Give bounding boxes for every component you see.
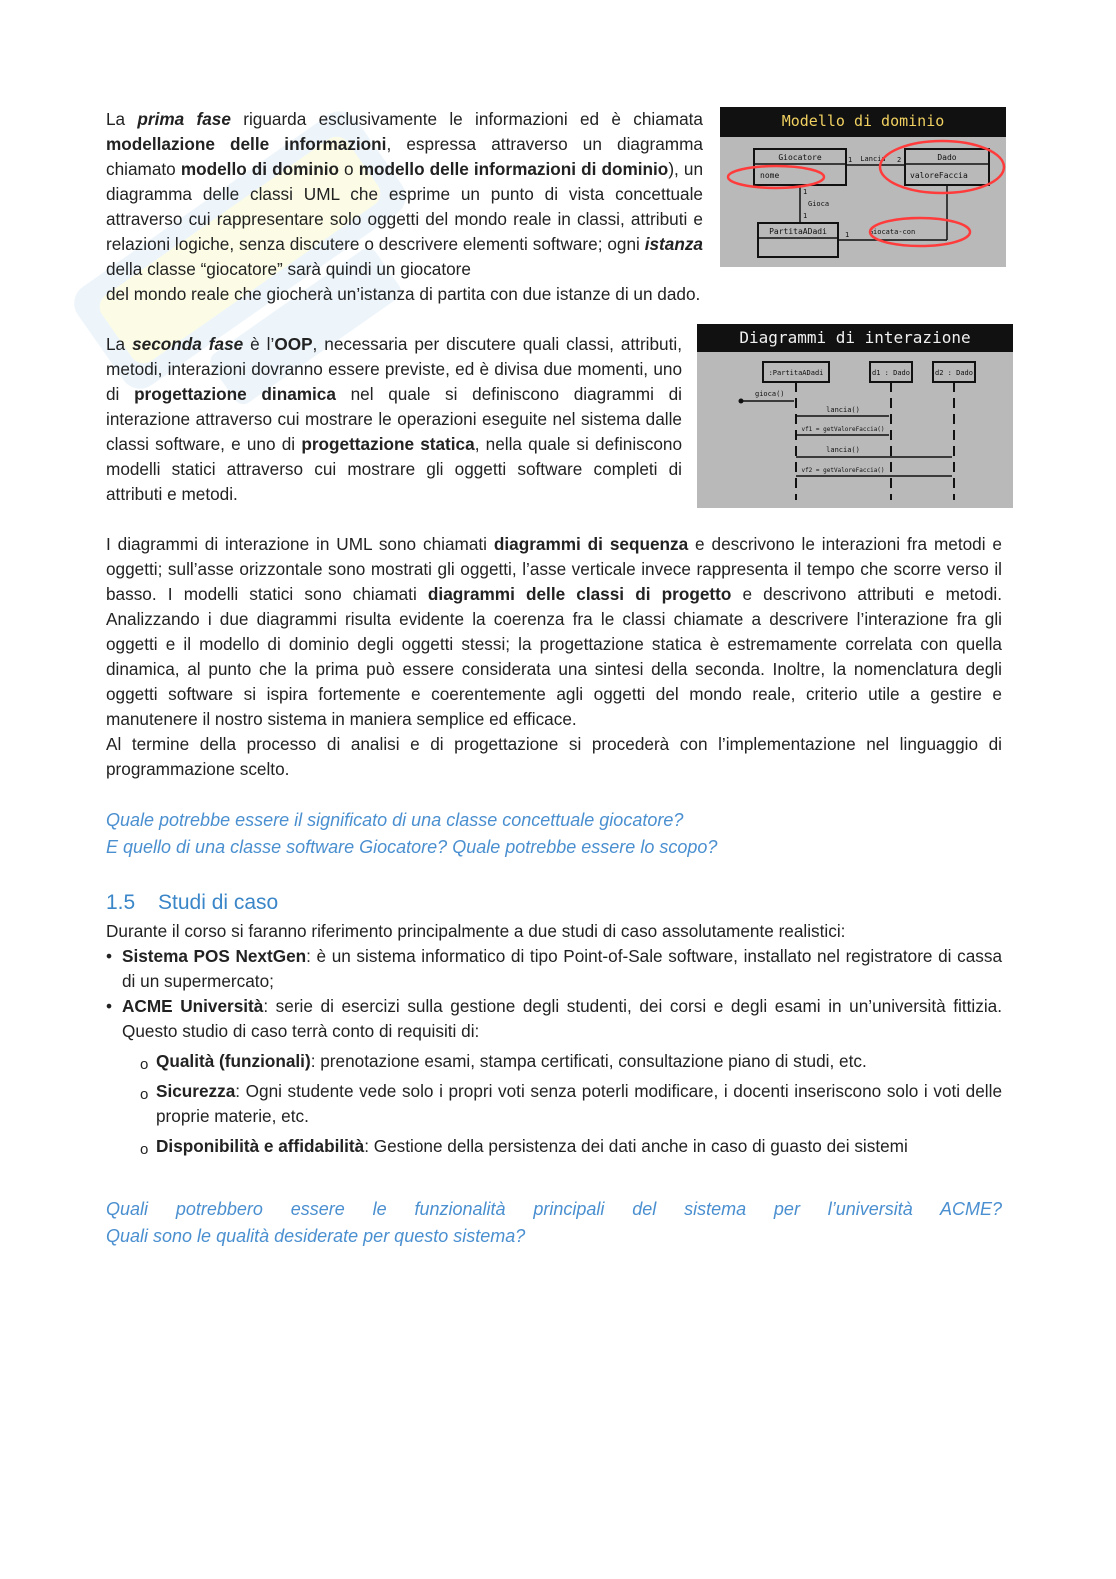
fig2-msg-lancia-1: lancia() xyxy=(826,406,860,414)
requirements-list xyxy=(106,1049,1002,1159)
fig1-rel-giocata-con: Giocata-con xyxy=(868,228,916,236)
fig1-rel-gioca: Gioca xyxy=(808,200,830,208)
list-item: o Sicurezza: Ogni studente vede solo i propri voti senza poterli modificare, i docenti inseriscono solo i voti delle proprie materie, etc. xyxy=(140,1081,1002,1126)
fig1-mult-4: 1 xyxy=(803,212,808,220)
question-block-2 xyxy=(106,1196,1002,1250)
fig1-mult-5: 1 xyxy=(845,231,850,239)
fig1-mult-2: 2 xyxy=(897,156,902,164)
fig2-msg-getvalore-1: vf1 = getValoreFaccia() xyxy=(801,426,885,433)
fig1-attr-nome: nome xyxy=(760,171,780,180)
section-body xyxy=(106,919,1002,1164)
fig1-attr-valorefaccia: valoreFaccia xyxy=(910,171,968,180)
paragraph-seconda-fase: La seconda fase è l’OOP, necessaria per discutere quali classi, attributi, metodi, interazioni dovranno essere previste, ed è divisa due momenti, uno di progettazione dinamica nel quale si definiscono diagrammi di interazione attraverso cui mostrare le operazioni eseguite nel sistema dalle classi software, e uno di progettazione statica, nella quale si definiscono modelli statici attraverso cui mostrare gli oggetti software completi di attributi e metodi. xyxy=(106,334,683,504)
fig1-rel-lancia: Lancia xyxy=(860,155,886,163)
fig2-title: Diagrammi di interazione xyxy=(739,328,971,347)
fig1-title: Modello di dominio xyxy=(781,112,945,130)
paragraph-prima-fase-end: del mondo reale che giocherà un’istanza di partita con due istanze di un dado. xyxy=(106,284,701,304)
fig2-msg-gioca: gioca() xyxy=(755,390,785,398)
domain-model-figure xyxy=(720,107,1006,267)
fig2-msg-getvalore-2: vf2 = getValoreFaccia() xyxy=(801,467,885,474)
list-item: • ACME Università: serie di esercizi sulla gestione degli studenti, dei corsi e degli esami in un’università fittizia. Questo studio di caso terrà conto di requisiti di: xyxy=(106,996,1002,1041)
question-block-1 xyxy=(106,807,1002,861)
list-item: o Disponibilità e affidabilità: Gestione della persistenza dei dati anche in caso di guasto dei sistemi xyxy=(140,1136,908,1158)
section-intro: Durante il corso si faranno riferimento principalmente a due studi di caso assolutamente realistici: xyxy=(106,921,846,941)
fig1-mult-3: 1 xyxy=(803,188,808,196)
list-item: • Sistema POS NextGen: è un sistema informatico di tipo Point-of-Sale software, installato nel registratore di cassa di un supermercato; xyxy=(106,946,1002,991)
fig1-class-giocatore: Giocatore xyxy=(778,153,822,162)
section-title: Studi di caso xyxy=(158,891,279,914)
case-study-list xyxy=(106,944,1002,1044)
fig1-class-partita: PartitaADadi xyxy=(769,227,827,236)
paragraph-diagrammi: I diagrammi di interazione in UML sono chiamati diagrammi di sequenza e descrivono le interazioni fra metodi e oggetti; sull’asse orizzontale sono mostrati gli oggetti, l’asse verticale invece rappresenta il tempo che scorre verso il basso. I modelli statici sono chiamati diagrammi delle classi di progetto e descrivono attributi e metodi. Analizzando i due diagrammi risulta evidente la coerenza fra le classi chiamate a descrivere l’interazione fra gli oggetti e il modello di dominio degli oggetti stessi; la progettazione statica è estremamente correlata con quella dinamica, al punto che la prima può essere considerata una sintesi della seconda. Inoltre, la nomenclatura degli oggetti software si ispira fortemente e coerentemente agli oggetti del mondo reale, criterio utile a gestire e manutenere il nostro sistema in maniera semplice ed efficace. Al termine della processo di analisi e di progettazione si procederà con l’implementazione nel linguaggio di programmazione scelto. xyxy=(106,534,1002,779)
paragraph-prima-fase: La prima fase riguarda esclusivamente le informazioni ed è chiamata modellazione delle informazioni, espressa attraverso un diagramma chiamato modello di dominio o modello delle informazioni di dominio), un diagramma delle classi UML che esprime un punto di vista concettuale attraverso cui rappresentare solo oggetti del mondo reale in classi, attributi e relazioni logiche, senza discutere o descrivere elementi software; ogni istanza della classe “giocatore” sarà quindi un giocatore xyxy=(106,109,704,279)
interaction-diagram-figure xyxy=(697,324,1013,508)
fig2-obj-partita: :PartitaADadi xyxy=(768,369,824,377)
question-line: Quale potrebbe essere il significato di una classe concettuale giocatore? xyxy=(106,810,684,830)
question-line: Quali potrebbero essere le funzionalità principali del sistema per l’università ACME? xyxy=(106,1199,1002,1219)
question-line: Quali sono le qualità desiderate per questo sistema? xyxy=(106,1226,526,1246)
fig2-msg-lancia-2: lancia() xyxy=(826,446,860,454)
section-number: 1.5 xyxy=(106,891,136,914)
list-item: o Qualità (funzionali): prenotazione esami, stampa certificati, consultazione piano di studi, etc. xyxy=(140,1051,867,1073)
fig1-mult-1: 1 xyxy=(848,156,853,164)
fig1-class-dado: Dado xyxy=(937,153,957,162)
fig2-obj-d2: d2 : Dado xyxy=(935,369,973,377)
section-heading xyxy=(106,891,278,915)
fig2-obj-d1: d1 : Dado xyxy=(872,369,910,377)
question-line: E quello di una classe software Giocatore? Quale potrebbe essere lo scopo? xyxy=(106,837,718,857)
